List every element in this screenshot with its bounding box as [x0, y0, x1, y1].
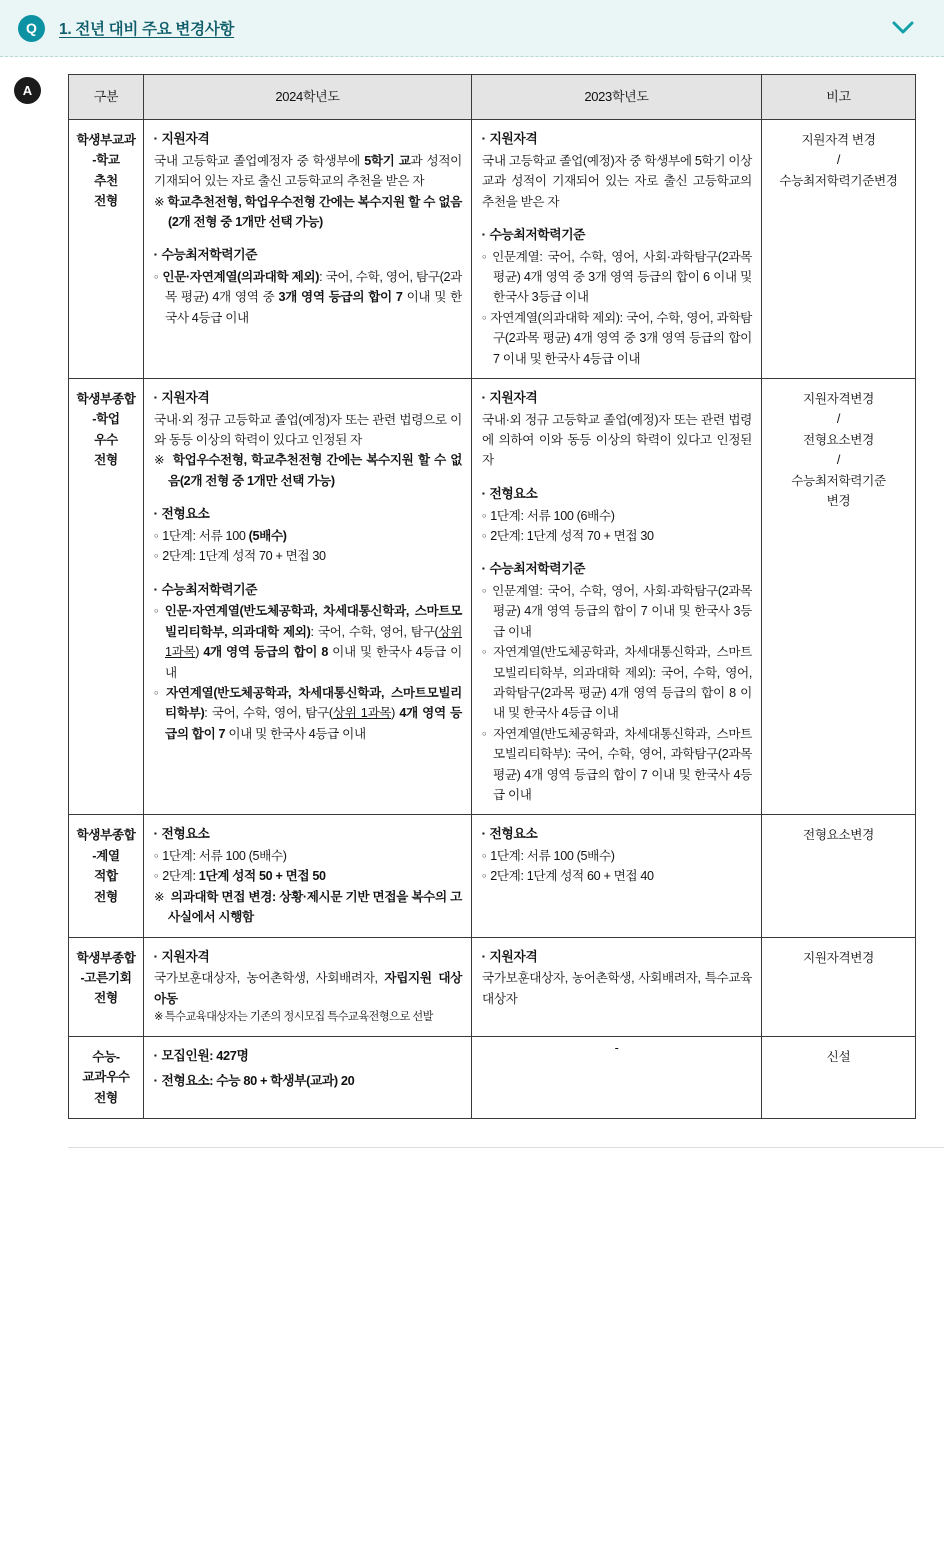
cell-line: ○ 1단계: 서류 100 (5배수)	[154, 849, 287, 864]
note-line: 지원자격변경	[803, 391, 874, 406]
note-line: /	[836, 412, 841, 427]
division-line: 교과우수	[82, 1070, 130, 1085]
cell-line: ○ 1단계: 서류 100 (5배수)	[154, 528, 287, 543]
block-heading: ▪ 전형요소	[154, 824, 462, 845]
division-line: -계열	[92, 848, 120, 863]
division-line: 추천	[94, 173, 118, 188]
cell-line: ※ 의과대학 면접 변경: 상황·제시문 기반 면접을 복수의 고사실에서 시행함	[154, 889, 462, 925]
faq-title[interactable]: 1. 전년 대비 주요 변경사항	[59, 21, 235, 38]
note-line: 지원자격 변경	[801, 133, 876, 147]
division-cell	[69, 378, 144, 814]
division-cell	[69, 1037, 144, 1119]
division-line: 수능-	[92, 1050, 120, 1065]
cell-line: 국내·외 정규 고등학교 졸업(예정)자 또는 관련 법령으로 이와 동등 이상의 학력이 있다고 인정된 자	[154, 412, 462, 448]
content-block	[154, 947, 462, 1027]
note-cell	[762, 120, 916, 379]
block-heading: ▪ 전형요소	[482, 824, 752, 845]
division-cell	[69, 937, 144, 1036]
note-cell	[762, 1037, 916, 1119]
answer-badge: A	[14, 77, 41, 104]
block-heading: ▪ 수능최저학력기준	[482, 225, 752, 246]
content-block	[154, 580, 462, 744]
block-heading: ▪ 지원자격	[154, 947, 462, 968]
cell-2024	[144, 120, 472, 379]
cell-line: ○ 자연계열(반도체공학과, 차세대통신학과, 스마트모빌리티학부, 의과대학 제외): 국어, 수학, 영어, 과학탐구(2과목 평균) 4개 영역 등급의 합이 8 이내 및 한국사 4등급 이내	[482, 645, 752, 721]
table-header-row	[69, 75, 916, 120]
content-block	[482, 484, 752, 547]
block-heading: ▪ 지원자격	[154, 388, 462, 409]
table-body	[69, 120, 916, 1119]
faq-answer-body	[0, 57, 944, 1148]
content-block	[482, 129, 752, 212]
block-heading: ▪ 전형요소	[482, 484, 752, 505]
cell-2024	[144, 1037, 472, 1119]
cell-line: ○ 인문계열: 국어, 수학, 영어, 사회·과학탐구(2과목 평균) 4개 영역 등급의 합이 7 이내 및 한국사 3등급 이내	[482, 584, 752, 639]
cell-2023	[472, 378, 762, 814]
cell-line: 국내·외 정규 고등학교 졸업(예정)자 또는 관련 법령에 의하여 이와 동등 이상의 학력이 있다고 인정된 자	[482, 412, 752, 468]
table-row	[69, 1037, 916, 1119]
cell-line: ○ 인문·자연계열(반도체공학과, 차세대통신학과, 스마트모빌리티학부, 의과대학 제외): 국어, 수학, 영어, 탐구(상위 1과목) 4개 영역 등급의 합이 8 이내 및 한국사 4등급 이내	[154, 604, 463, 680]
content-block	[154, 1046, 462, 1067]
division-line: -학교	[92, 153, 120, 168]
note-cell	[762, 815, 916, 937]
cell-line: ○ 2단계: 1단계 성적 70 + 면접 30	[154, 549, 326, 564]
faq-header[interactable]	[0, 0, 944, 57]
cell-2024	[144, 815, 472, 937]
cell-line: ※ 학교추천전형, 학업우수전형 간에는 복수지원 할 수 없음(2개 전형 중 1개만 선택 가능)	[154, 194, 462, 229]
division-line: -학업	[92, 412, 120, 427]
division-line: 학생부종합	[76, 950, 136, 965]
block-heading: ▪ 전형요소	[154, 504, 462, 525]
note-line: 변경	[826, 493, 851, 508]
cell-line: 국가보훈대상자, 농어촌학생, 사회배려자, 특수교육대상자	[482, 971, 752, 1006]
division-line: 전형	[94, 991, 118, 1006]
cell-line: ○ 인문계열: 국어, 수학, 영어, 사회·과학탐구(2과목 평균) 4개 영역 중 3개 영역 등급의 합이 6 이내 및 한국사 3등급 이내	[482, 249, 752, 305]
content-block	[482, 225, 752, 369]
column-header-division: 구분	[69, 75, 144, 120]
table-row	[69, 120, 916, 379]
cell-2023	[472, 120, 762, 379]
division-cell	[69, 120, 144, 379]
cell-line: ○ 자연계열(반도체공학과, 차세대통신학과, 스마트모빌리티학부): 국어, 수학, 영어, 탐구(상위 1과목) 4개 영역 등급의 합이 7 이내 및 한국사 4등급 이내	[154, 686, 462, 741]
content-block	[482, 388, 752, 471]
table-row	[69, 378, 916, 814]
comparison-table	[68, 74, 916, 1119]
cell-2024	[144, 937, 472, 1036]
division-line: 학생부교과	[76, 133, 136, 147]
content-block	[154, 245, 462, 328]
column-header-2024: 2024학년도	[144, 75, 472, 120]
content-block	[154, 129, 462, 232]
note-line: /	[836, 453, 841, 468]
cell-line: ※ 학업우수전형, 학교추천전형 간에는 복수지원 할 수 없음(2개 전형 중 1개만 선택 가능)	[154, 453, 463, 488]
chevron-down-icon[interactable]	[888, 13, 918, 43]
content-block	[154, 824, 462, 927]
table-row	[69, 937, 916, 1036]
division-line: 적합	[94, 869, 118, 884]
footer-divider	[68, 1147, 944, 1148]
cell-line: ○ 1단계: 서류 100 (5배수)	[482, 849, 615, 864]
cell-line: ※ 특수교육대상자는 기존의 정시모집 특수교육전형으로 선발	[154, 1011, 433, 1024]
cell-line: ○ 자연계열(의과대학 제외): 국어, 수학, 영어, 과학탐구(2과목 평균) 4개 영역 중 3개 영역 등급의 합이 7 이내 및 한국사 4등급 이내	[482, 310, 752, 366]
division-line: 학생부종합	[76, 391, 136, 406]
cell-2023-empty: -	[472, 1037, 762, 1119]
cell-line: ○ 인문·자연계열(의과대학 제외): 국어, 수학, 영어, 탐구(2과목 평균) 4개 영역 중 3개 영역 등급의 합이 7 이내 및 한국사 4등급 이내	[154, 270, 462, 325]
division-line: 전형	[94, 453, 118, 468]
note-cell	[762, 937, 916, 1036]
block-heading: ▪ 지원자격	[482, 129, 752, 150]
table-row	[69, 815, 916, 937]
block-heading: ▪ 지원자격	[154, 129, 462, 150]
note-line: 지원자격변경	[803, 950, 874, 965]
cell-2023	[472, 815, 762, 937]
cell-2023	[472, 937, 762, 1036]
note-line: 전형요소변경	[803, 828, 874, 843]
block-heading: ▪ 지원자격	[482, 388, 752, 409]
cell-line: 국가보훈대상자, 농어촌학생, 사회배려자, 자립지원 대상 아동	[154, 971, 462, 1006]
cell-line: ○ 2단계: 1단계 성적 60 + 면접 40	[482, 869, 654, 884]
block-heading: ▪ 수능최저학력기준	[154, 245, 462, 266]
note-line: /	[836, 153, 841, 168]
column-header-note: 비고	[762, 75, 916, 120]
division-line: 우수	[94, 432, 118, 447]
content-block	[154, 504, 462, 567]
block-heading: ▪ 지원자격	[482, 947, 752, 968]
division-line: -고른기회	[80, 971, 132, 986]
note-line: 수능최저학력기준	[791, 473, 886, 488]
note-line: 수능최저학력기준변경	[779, 173, 898, 188]
division-line: 전형	[94, 889, 118, 904]
cell-line: ○ 2단계: 1단계 성적 50 + 면접 50	[154, 869, 326, 884]
note-line: 전형요소변경	[803, 432, 874, 447]
cell-line: 국내 고등학교 졸업예정자 중 학생부에 5학기 교과 성적이 기재되어 있는 자로 출신 고등학교의 추천을 받은 자	[154, 153, 463, 189]
note-cell	[762, 378, 916, 814]
column-header-2023: 2023학년도	[472, 75, 762, 120]
content-block	[482, 947, 752, 1010]
division-line: 전형	[94, 194, 118, 209]
content-block	[482, 824, 752, 887]
content-block	[154, 388, 462, 491]
cell-2024	[144, 378, 472, 814]
content-block	[482, 559, 752, 805]
division-cell	[69, 815, 144, 937]
division-line: 전형	[94, 1090, 118, 1105]
cell-line: ○ 자연계열(반도체공학과, 차세대통신학과, 스마트모빌리티학부): 국어, 수학, 영어, 과학탐구(2과목 평균) 4개 영역 등급의 합이 7 이내 및 한국사 4등급 이내	[482, 726, 752, 802]
block-heading: ▪ 전형요소: 수능 80 + 학생부(교과) 20	[154, 1071, 462, 1092]
cell-line: ○ 1단계: 서류 100 (6배수)	[482, 508, 615, 523]
block-heading: ▪ 모집인원: 427명	[154, 1046, 462, 1067]
note-line: 신설	[826, 1050, 851, 1065]
cell-line: 국내 고등학교 졸업(예정)자 중 학생부에 5학기 이상 교과 성적이 기재되어 있는 자로 출신 고등학교의 추천을 받은 자	[482, 153, 752, 209]
cell-line: ○ 2단계: 1단계 성적 70 + 면접 30	[482, 528, 654, 543]
block-heading: ▪ 수능최저학력기준	[482, 559, 752, 580]
block-heading: ▪ 수능최저학력기준	[154, 580, 462, 601]
content-block	[154, 1071, 462, 1092]
division-line: 학생부종합	[76, 828, 136, 843]
question-badge: Q	[18, 15, 45, 42]
